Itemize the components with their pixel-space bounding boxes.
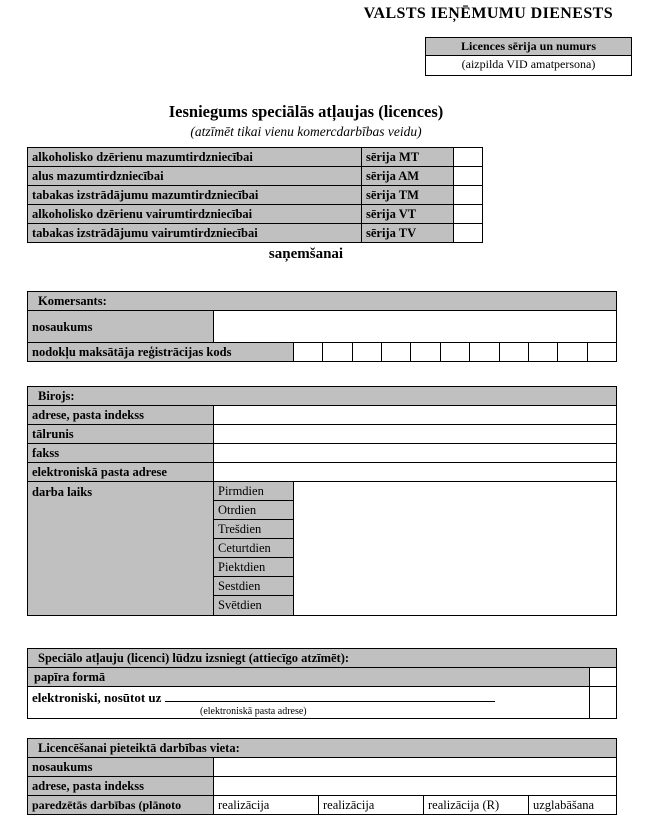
electronic-email-line[interactable] <box>165 690 495 702</box>
location-address-label: adrese, pasta indekss <box>28 777 213 795</box>
reg-code-cell[interactable] <box>587 343 616 361</box>
section-location <box>27 738 617 815</box>
work-hours-label: darba laiks <box>28 482 213 615</box>
weekday-label: Sestdien <box>214 577 293 596</box>
work-hours-input[interactable] <box>293 482 616 615</box>
section-location-header: Licencēšanai pieteiktā darbības vieta: <box>28 739 616 757</box>
birojs-fax-input[interactable] <box>213 444 616 462</box>
reg-code-cell[interactable] <box>499 343 528 361</box>
weekday-label: Otrdien <box>214 501 293 520</box>
weekday-label: Svētdien <box>214 596 293 615</box>
electronic-label: elektroniski, nosūtot uz <box>32 690 162 705</box>
paper-form-label: papīra formā <box>28 668 589 686</box>
table-row <box>28 795 616 814</box>
license-type-checkbox[interactable] <box>453 224 482 242</box>
reg-code-cell[interactable] <box>469 343 498 361</box>
reg-code-label: nodokļu maksātāja reģistrācijas kods <box>28 343 293 361</box>
weekday-label: Ceturtdien <box>214 539 293 558</box>
license-type-label: tabakas izstrādājumu vairumtirdzniecībai <box>28 224 361 242</box>
section-header-row <box>28 739 616 757</box>
section-birojs-header: Birojs: <box>28 387 616 405</box>
form-page <box>0 5 645 815</box>
komersants-name-input[interactable] <box>213 311 616 342</box>
table-row <box>28 443 616 462</box>
license-series-label: sērija TM <box>361 186 453 204</box>
komersants-name-label: nosaukums <box>28 311 213 342</box>
birojs-phone-label: tālrunis <box>28 425 213 443</box>
section-komersants <box>27 291 617 362</box>
birojs-fax-label: fakss <box>28 444 213 462</box>
table-row <box>28 776 616 795</box>
table-row <box>28 757 616 776</box>
reg-code-cell[interactable] <box>528 343 557 361</box>
reg-code-cell[interactable] <box>322 343 351 361</box>
license-series-label: sērija AM <box>361 167 453 185</box>
license-box-title: Licences sērija un numurs <box>426 38 631 56</box>
birojs-email-label: elektroniskā pasta adrese <box>28 463 213 481</box>
weekday-label: Piektdien <box>214 558 293 577</box>
table-row <box>28 462 616 481</box>
birojs-address-label: adrese, pasta indekss <box>28 406 213 424</box>
reg-code-cell[interactable] <box>381 343 410 361</box>
license-type-label: alkoholisko dzērienu mazumtirdzniecībai <box>28 148 361 166</box>
form-heading-line3: saņemšanai <box>268 246 344 262</box>
planned-activities-label: paredzētās darbības (plānoto <box>28 796 213 814</box>
license-box-subtitle: (aizpilda VID amatpersona) <box>461 57 596 71</box>
table-row <box>28 185 482 204</box>
license-type-label: alus mazumtirdzniecībai <box>28 167 361 185</box>
reg-code-cell[interactable] <box>557 343 586 361</box>
weekday-column <box>213 482 293 615</box>
reg-code-cell[interactable] <box>293 343 322 361</box>
section-header-row <box>28 649 616 667</box>
license-type-label: tabakas izstrādājumu mazumtirdzniecībai <box>28 186 361 204</box>
table-row <box>28 686 616 718</box>
table-row <box>28 204 482 223</box>
birojs-phone-input[interactable] <box>213 425 616 443</box>
table-row <box>28 223 482 242</box>
table-row <box>28 667 616 686</box>
activity-column-header: uzglabāšana <box>528 796 616 814</box>
activity-column-header: realizācija <box>318 796 423 814</box>
section-issue <box>27 648 617 719</box>
work-hours-row <box>28 481 616 615</box>
table-row <box>28 148 482 166</box>
table-row <box>28 166 482 185</box>
license-type-checkbox[interactable] <box>453 205 482 223</box>
license-type-label: alkoholisko dzērienu vairumtirdzniecībai <box>28 205 361 223</box>
reg-code-cell[interactable] <box>440 343 469 361</box>
license-series-label: sērija VT <box>361 205 453 223</box>
location-name-input[interactable] <box>213 758 616 776</box>
location-address-input[interactable] <box>213 777 616 795</box>
electronic-note: (elektroniskā pasta adrese) <box>200 706 307 717</box>
table-row <box>28 405 616 424</box>
section-header-row <box>28 292 616 310</box>
license-types-table <box>27 147 483 243</box>
birojs-address-input[interactable] <box>213 406 616 424</box>
weekday-label: Trešdien <box>214 520 293 539</box>
section-issue-header: Speciālo atļauju (licenci) lūdzu izsniegt (attiecīgo atzīmēt): <box>28 649 616 667</box>
weekday-label: Pirmdien <box>214 482 293 501</box>
birojs-email-input[interactable] <box>213 463 616 481</box>
license-number-box <box>425 37 632 76</box>
table-row <box>28 342 616 361</box>
license-type-checkbox[interactable] <box>453 186 482 204</box>
license-type-checkbox[interactable] <box>453 167 482 185</box>
form-heading-line2: (atzīmēt tikai vienu komercdarbības veidu) <box>190 124 422 139</box>
activity-column-header: realizācija (R) <box>423 796 528 814</box>
form-heading <box>0 102 612 140</box>
license-type-checkbox[interactable] <box>453 148 482 166</box>
reg-code-cell[interactable] <box>352 343 381 361</box>
reg-code-cell[interactable] <box>410 343 439 361</box>
table-row <box>28 424 616 443</box>
electronic-option <box>28 687 589 718</box>
form-heading-line1: Iesniegums speciālās atļaujas (licences) <box>168 102 444 121</box>
electronic-checkbox[interactable] <box>589 687 616 718</box>
license-series-label: sērija TV <box>361 224 453 242</box>
paper-form-checkbox[interactable] <box>589 668 616 686</box>
table-row <box>28 310 616 342</box>
activity-column-header: realizācija <box>213 796 318 814</box>
section-birojs <box>27 386 617 616</box>
document-title: VALSTS IEŅĒMUMU DIENESTS <box>363 5 613 22</box>
location-name-label: nosaukums <box>28 758 213 776</box>
section-komersants-header: Komersants: <box>28 292 616 310</box>
section-header-row <box>28 387 616 405</box>
license-series-label: sērija MT <box>361 148 453 166</box>
